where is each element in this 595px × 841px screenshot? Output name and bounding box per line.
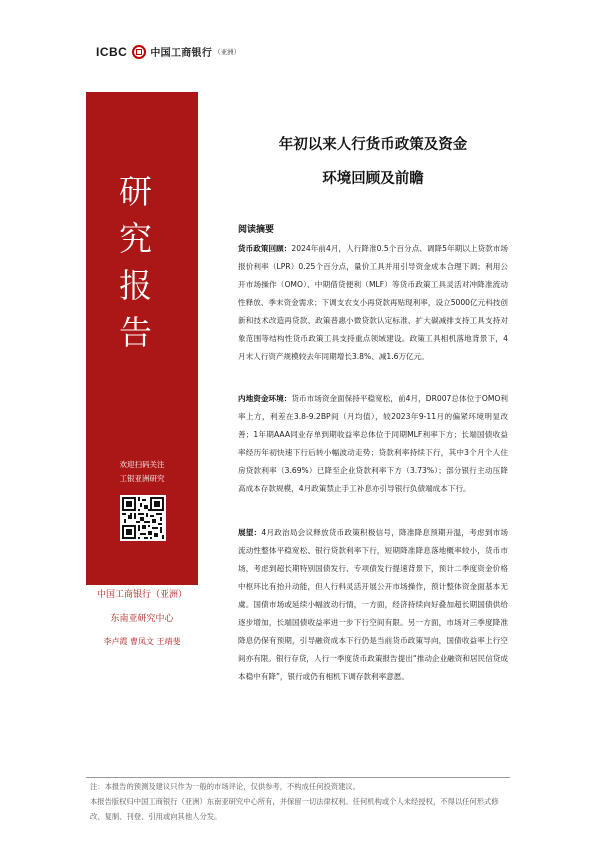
paragraph-text: 4月政治局会议释放货币政策积极信号，降准降息预期升温，考虑到市场流动性整体平稳宽松、银行贷款利率下行，短期降准降息落地概率较小，货币市场，考虑到超长期特别国债发行、专项债发行提速背景下，预计二季度资金价格中枢环比有抬升动能，但人行料灵活开展公开市场操作，预计整体资金面基本无虞。国债市场或延续小幅波动行情，一方面，经济持续向好叠加超长期国债供给逐步增加，长端国债收益率进一步下行空间有限。另一方面，市场对三季度降准降息仍保有预期，引导融资成本下行仍是当前货币政策导向，国债收益率上行空间亦有限。银行存贷，人行一季度货币政策报告提出“推动企业融资和居民信贷成本稳中有降”，银行或仍有相机下调存款利率意愿。 xyxy=(238,528,509,681)
qr-caption-line: 欢迎扫码关注 xyxy=(119,460,165,469)
paragraph-label: 内地资金环境： xyxy=(238,394,292,403)
org-name: 中国工商银行（亚洲） xyxy=(96,590,187,600)
footer-divider xyxy=(86,777,510,778)
page-title xyxy=(238,128,508,196)
copyright-notice: 本报告版权归中国工商银行（亚洲）东南亚研究中心所有，并保留一切法律权利。任何机构或个人未经授权，不得以任何形式修改、复制、刊登、引用或向其他人分发。 xyxy=(90,797,499,821)
sidebar-panel xyxy=(86,92,198,585)
icbc-wordmark: ICBC xyxy=(96,44,128,59)
qr-code-image[interactable] xyxy=(120,495,166,541)
icbc-logo-icon xyxy=(132,45,146,59)
qr-caption xyxy=(86,458,198,486)
summary-heading: 阅读摘要 xyxy=(238,225,275,235)
report-type-char: 报 xyxy=(119,266,152,305)
research-center: 东南亚研究中心 xyxy=(110,614,174,624)
paragraph-label: 展望： xyxy=(238,528,262,537)
paragraph-text: 2024年前4月，人行降准0.5个百分点、调降5年期以上贷款市场报价利率（LPR）0.25个百分点，量价工具并用引导资金成本合理下调；利用公开市场操作（OMO）、中期借贷便利（MLF）等货币政策工具灵活对冲降准流动性释放、季末资金需求；下调支农支小再贷款再贴现利率，设立5000亿元科技创新和技术改造再贷款、政策普惠小微贷款认定标准、扩大碳减排支持工具支持对象范围等结构性货币政策工具支持重点领域建设。政策工具相机落地背景下，4月末人行资产规模较去年同期增长3.8%、减1.6万亿元。 xyxy=(238,244,509,361)
disclaimer: 注：本报告的预测及建议只作为一般的市场评论，仅供参考，不构成任何投资建议。 xyxy=(90,782,360,791)
paragraph-text: 货币市场资金面保持平稳宽松，前4月，DR007总体位于OMO利率上方，利差在3.8-9.2BP间（月均值），较2023年9-11月的偏紧环境明显改善；1年期AAA同业存单到期收益率总体位于同期MLF利率下方；长端国债收益率经历年初快速下行后转小幅波动走势；贷款利率持续下行，其中3个月个人住房贷款利率（3.69%）已降至企业贷款利率下方（3.73%）；部分银行主动压降高成本存款规模，4月政策禁止手工补息亦引导银行负债端成本下行。 xyxy=(238,394,508,493)
page-footer xyxy=(90,779,510,824)
report-type-char: 究 xyxy=(119,219,152,258)
authors: 李卢霞 曹凤文 王靖斐 xyxy=(103,637,181,646)
report-type-char: 告 xyxy=(119,313,152,352)
author-info xyxy=(86,585,198,649)
paragraph-funding-environment xyxy=(238,390,508,498)
qr-caption-line: 工银亚洲研究 xyxy=(119,474,165,483)
paragraph-label: 货币政策回顾： xyxy=(238,244,292,253)
title-line: 环境回顾及前瞻 xyxy=(322,171,424,187)
report-type-char: 研 xyxy=(119,172,152,211)
paragraph-policy-review xyxy=(238,240,508,366)
title-line: 年初以来人行货币政策及资金 xyxy=(278,137,468,153)
report-type-title xyxy=(119,168,152,356)
bank-name: 中国工商银行 xyxy=(150,48,213,59)
page-header xyxy=(96,44,240,59)
paragraph-outlook xyxy=(238,524,508,686)
bank-name-sub: （亚洲） xyxy=(214,48,241,56)
